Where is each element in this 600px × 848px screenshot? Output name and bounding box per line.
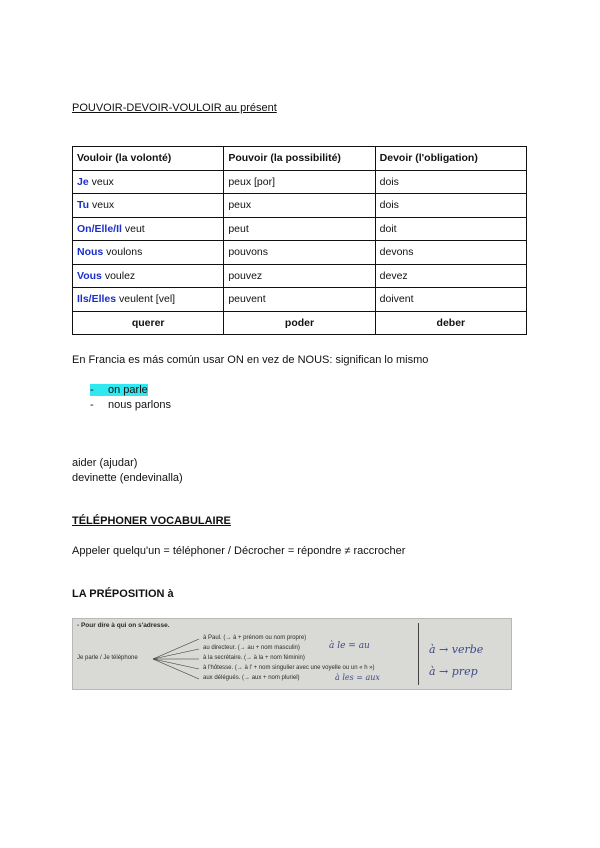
devoir-cell: doit — [375, 217, 526, 241]
devoir-cell: dois — [375, 170, 526, 194]
devoir-cell: doivent — [375, 288, 526, 312]
page-heading: POUVOIR-DEVOIR-VOULOIR au présent — [72, 102, 277, 114]
vouloir-cell — [73, 194, 224, 218]
table-row — [73, 264, 527, 288]
bullet-dash: - — [90, 384, 108, 396]
bracket-lines — [151, 635, 201, 685]
verb-form: voulez — [104, 269, 136, 282]
list-item — [90, 384, 148, 396]
scan-line: à Paul. (→ à + prénom ou nom propre) — [203, 635, 307, 641]
pronoun: Je — [77, 175, 89, 188]
pronoun: On/Elle/Il — [77, 222, 122, 235]
table-footer-row — [73, 311, 527, 335]
footer-poder: poder — [224, 311, 375, 335]
devoir-cell: devons — [375, 241, 526, 265]
bullet-text: nous parlons — [108, 399, 171, 411]
table-row — [73, 217, 527, 241]
list-item — [90, 399, 171, 411]
devoir-cell: devez — [375, 264, 526, 288]
devoir-cell: dois — [375, 194, 526, 218]
vouloir-cell — [73, 217, 224, 241]
header-pouvoir: Pouvoir (la possibilité) — [224, 147, 375, 171]
note-text: En Francia es más común usar ON en vez de NOUS: significan lo mismo — [72, 354, 429, 366]
scan-line: à l'hôtesse. (→ à l' + nom singulier avec une voyelle ou un « h ») — [203, 665, 375, 671]
bullet-text-highlighted: on parle — [108, 384, 148, 396]
verb-form: veux — [91, 199, 115, 212]
pouvoir-cell: peut — [224, 217, 375, 241]
pouvoir-cell: pouvez — [224, 264, 375, 288]
pouvoir-cell: pouvons — [224, 241, 375, 265]
handwritten-note: à → verbe — [429, 643, 484, 656]
table-row — [73, 288, 527, 312]
telephone-line: Appeler quelqu'un = téléphoner / Décrocher = répondre ≠ raccrocher — [72, 545, 406, 557]
scan-line: aux délégués. (→ aux + nom pluriel) — [203, 675, 300, 681]
scan-line: à la secrétaire. (→ à la + nom féminin) — [203, 655, 305, 661]
pronoun: Ils/Elles — [77, 293, 117, 306]
pronoun: Tu — [77, 199, 90, 212]
pouvoir-cell: peuvent — [224, 288, 375, 312]
vocab-line: aider (ajudar) — [72, 457, 138, 469]
handwritten-note: à les = aux — [335, 673, 380, 682]
conjugation-table — [72, 146, 527, 335]
bullet-dash: - — [90, 399, 94, 411]
handwritten-note: à le = au — [329, 641, 370, 651]
scanned-grammar-image — [72, 618, 512, 690]
scan-title: - Pour dire à qui on s'adresse. — [77, 622, 170, 629]
verb-form: veux — [91, 175, 114, 188]
scan-left-label: Je parle / Je téléphone — [77, 655, 138, 661]
vouloir-cell — [73, 170, 224, 194]
table-header-row — [73, 147, 527, 171]
footer-deber: deber — [375, 311, 526, 335]
vouloir-cell — [73, 241, 224, 265]
verb-form: voulons — [106, 246, 143, 259]
pouvoir-cell: peux — [224, 194, 375, 218]
table-row — [73, 170, 527, 194]
telephone-heading: TÉLÉPHONER VOCABULAIRE — [72, 515, 231, 527]
scan-line: au directeur. (→ au + nom masculin) — [203, 645, 300, 651]
preposition-heading: LA PRÉPOSITION à — [72, 588, 174, 600]
pronoun: Nous — [77, 246, 104, 259]
header-devoir: Devoir (l'obligation) — [375, 147, 526, 171]
vouloir-cell — [73, 288, 224, 312]
scan-divider — [418, 623, 419, 685]
table-row — [73, 194, 527, 218]
footer-querer: querer — [73, 311, 224, 335]
header-vouloir: Vouloir (la volonté) — [73, 147, 224, 171]
table-row — [73, 241, 527, 265]
verb-form: veulent [vel] — [119, 293, 176, 306]
pouvoir-cell: peux [por] — [224, 170, 375, 194]
verb-form: veut — [124, 222, 145, 235]
vouloir-cell — [73, 264, 224, 288]
pronoun: Vous — [77, 269, 102, 282]
handwritten-note: à → prep — [429, 665, 478, 678]
vocab-line: devinette (endevinalla) — [72, 472, 183, 484]
